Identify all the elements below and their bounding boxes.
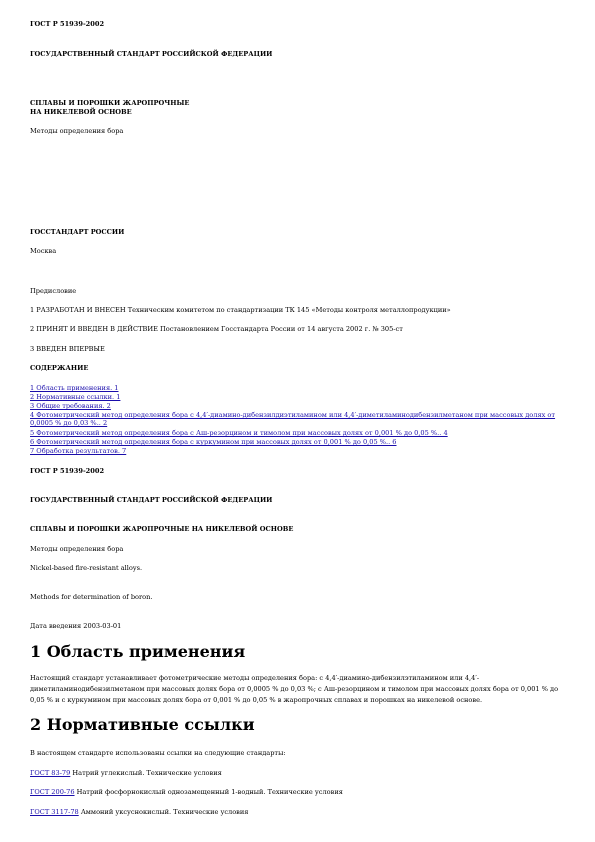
preface-heading: Предисловие (30, 287, 77, 295)
body-subtitle-en: Methods for determination of boron. (30, 593, 153, 601)
preface-item-1: 1 РАЗРАБОТАН И ВНЕСЕН Техническим комитетом по стандартизации ТК 145 «Методы контроля металлопродукции» (30, 306, 451, 314)
section-2-heading: 2 Нормативные ссылки (30, 715, 255, 734)
doc-code: ГОСТ Р 51939-2002 (30, 20, 105, 28)
doc-title-line2: НА НИКЕЛЕВОЙ ОСНОВЕ (30, 108, 132, 116)
doc-subtitle: Методы определения бора (30, 127, 124, 135)
reference-link[interactable]: ГОСТ 3117-78 (30, 808, 79, 816)
toc-link-1[interactable]: 1 Область применения. 1 (30, 384, 119, 392)
reference-item (30, 808, 248, 816)
reference-item (30, 769, 222, 777)
section-1-heading: 1 Область применения (30, 642, 246, 661)
toc-link-2[interactable]: 2 Нормативные ссылки. 1 (30, 393, 121, 401)
reference-item (30, 788, 343, 796)
body-doc-code: ГОСТ Р 51939-2002 (30, 467, 105, 475)
reference-desc: Натрий углекислый. Технические условия (70, 769, 222, 777)
toc-link-5[interactable]: 5 Фотометрический метод определения бора с Аш-резорцином и тимолом при массовых долях от 0,001 % до 0,05 %.. 4 (30, 429, 448, 437)
reference-desc: Натрий фосфорнокислый однозамещенный 1-водный. Технические условия (74, 788, 343, 796)
toc-link-4[interactable]: 4 Фотометрический метод определения бора с 4,4′-диамино-дибензилдиэтиламином или 4,4′-диметиламинодибензилметаном при массовых долях от 0,0005 % до 0,03 %.. 2 (30, 411, 556, 427)
toc-link-6[interactable]: 6 Фотометрический метод определения бора с куркумином при массовых долях от 0,001 % до 0,05 %.. 6 (30, 438, 397, 446)
preface-item-2: 2 ПРИНЯТ И ВВЕДЕН В ДЕЙСТВИЕ Постановлением Госстандарта России от 14 августа 2002 г. № 305-ст (30, 325, 403, 333)
introduction-date: Дата введения 2003-03-01 (30, 622, 122, 630)
toc-link-3[interactable]: 3 Общие требования. 2 (30, 402, 111, 410)
reference-desc: Аммоний уксуснокислый. Технические условия (78, 808, 249, 816)
doc-title-line1: СПЛАВЫ И ПОРОШКИ ЖАРОПРОЧНЫЕ (30, 99, 190, 107)
section-1-text: Настоящий стандарт устанавливает фотометрические методы определения бора: с 4,4′-диамино-дибензилэтиламином или 4,4′-диметиламинодибензилметаном при массовых долях бора от 0,0005 % до 0,03 %; с Аш-резорцином и тимолом при массовых долях бора от 0,001 % до 0,05 % и с куркумином при массовых долях бора от 0,001 % до 0,05 % в жаропрочных сплавах и порошках на никелевой основе. (30, 674, 559, 704)
city: Москва (30, 247, 57, 255)
body-title: СПЛАВЫ И ПОРОШКИ ЖАРОПРОЧНЫЕ НА НИКЕЛЕВОЙ ОСНОВЕ (30, 525, 294, 533)
body-state-standard: ГОСУДАРСТВЕННЫЙ СТАНДАРТ РОССИЙСКОЙ ФЕДЕРАЦИИ (30, 496, 273, 504)
toc-heading: СОДЕРЖАНИЕ (30, 364, 89, 372)
state-standard-heading: ГОСУДАРСТВЕННЫЙ СТАНДАРТ РОССИЙСКОЙ ФЕДЕРАЦИИ (30, 50, 273, 58)
reference-link[interactable]: ГОСТ 83-79 (30, 769, 71, 777)
body-title-en: Nickel-based fire-resistant alloys. (30, 564, 143, 572)
publisher: ГОССТАНДАРТ РОССИИ (30, 228, 125, 236)
reference-link[interactable]: ГОСТ 200-76 (30, 788, 75, 796)
toc-link-7[interactable]: 7 Обработка результатов. 7 (30, 447, 127, 455)
body-subtitle-ru: Методы определения бора (30, 545, 124, 553)
preface-item-3: 3 ВВЕДЕН ВПЕРВЫЕ (30, 345, 105, 353)
section-2-intro: В настоящем стандарте использованы ссылки на следующие стандарты: (30, 749, 286, 757)
